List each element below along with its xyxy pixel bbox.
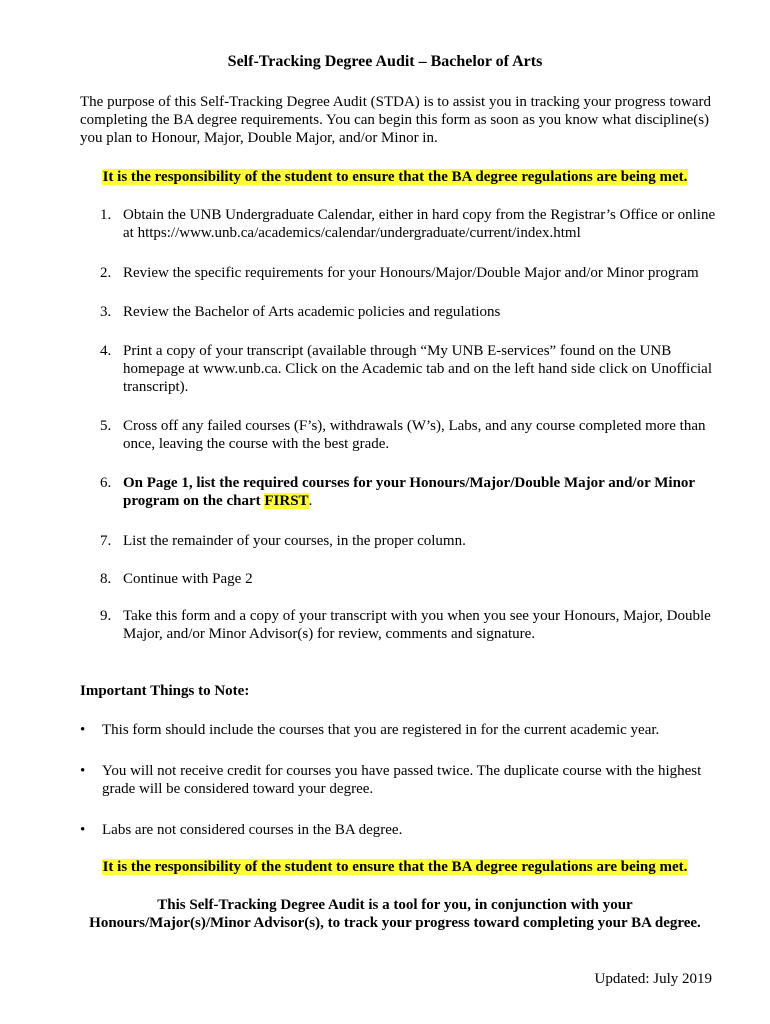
closing-statement <box>0 896 770 932</box>
first-highlight: FIRST <box>264 493 309 509</box>
page-title: Self-Tracking Degree Audit – Bachelor of Arts <box>227 53 543 70</box>
step-number: 4. <box>100 343 112 359</box>
step-number: 5. <box>100 418 112 434</box>
closing-line-2: Honours/Major(s)/Minor Advisor(s), to track your progress toward completing your BA degree. <box>89 915 701 931</box>
intro-paragraph: The purpose of this Self-Tracking Degree Audit (STDA) is to assist you in tracking your progress toward completing the BA degree requirements. You can begin this form as soon as you know what discipline(s) you plan to Honour, Major, Double Major, and/or Minor in. <box>80 94 712 146</box>
bullet-marker: • <box>80 763 86 779</box>
step-number: 6. <box>100 475 112 491</box>
responsibility-text-top: It is the responsibility of the student to ensure that the BA degree regulations are being met. <box>102 169 688 185</box>
step-number: 7. <box>100 533 112 549</box>
note-text: Labs are not considered courses in the BA degree. <box>102 822 403 838</box>
step-number: 9. <box>100 608 112 624</box>
step-text-main: On Page 1, list the required courses for your Honours/Major/Double Major and/or Minor program on the chart <box>123 475 695 509</box>
step-number: 2. <box>100 265 112 281</box>
step-text: Print a copy of your transcript (available through “My UNB E-services” found on the UNB homepage at www.unb.ca. Click on the Academic tab and on the left hand side click on Unofficial transcript). <box>123 343 712 395</box>
updated-date: Updated: July 2019 <box>594 971 712 987</box>
step-number: 3. <box>100 304 112 320</box>
step-text: Obtain the UNB Undergraduate Calendar, either in hard copy from the Registrar’s Office or online at https://www.unb.ca/academics/calendar/undergraduate/current/index.html <box>123 207 716 241</box>
responsibility-notice-top <box>0 168 770 186</box>
note-text: You will not receive credit for courses you have passed twice. The duplicate course with the highest grade will be considered toward your degree. <box>102 763 702 797</box>
responsibility-text-bottom: It is the responsibility of the student to ensure that the BA degree regulations are being met. <box>102 859 688 875</box>
step-text: Take this form and a copy of your transcript with you when you see your Honours, Major, Double Major, and/or Minor Advisor(s) for review, comments and signature. <box>123 608 711 642</box>
note-text: This form should include the courses that you are registered in for the current academic year. <box>102 722 660 738</box>
step-text: List the remainder of your courses, in the proper column. <box>123 533 466 549</box>
step-text: Cross off any failed courses (F’s), withdrawals (W’s), Labs, and any course completed more than once, leaving the course with the best grade. <box>123 418 706 452</box>
closing-line-1: This Self-Tracking Degree Audit is a tool for you, in conjunction with your <box>157 897 633 913</box>
step-text-tail: . <box>308 493 313 509</box>
step-text: Continue with Page 2 <box>123 571 253 587</box>
step-text: Review the Bachelor of Arts academic policies and regulations <box>123 304 501 320</box>
notes-heading: Important Things to Note: <box>80 683 250 699</box>
step-number: 1. <box>100 207 112 223</box>
bullet-marker: • <box>80 822 86 838</box>
step-text: Review the specific requirements for your Honours/Major/Double Major and/or Minor program <box>123 265 699 281</box>
step-text <box>123 474 723 510</box>
responsibility-notice-bottom <box>0 858 770 876</box>
step-number: 8. <box>100 571 112 587</box>
bullet-marker: • <box>80 722 86 738</box>
